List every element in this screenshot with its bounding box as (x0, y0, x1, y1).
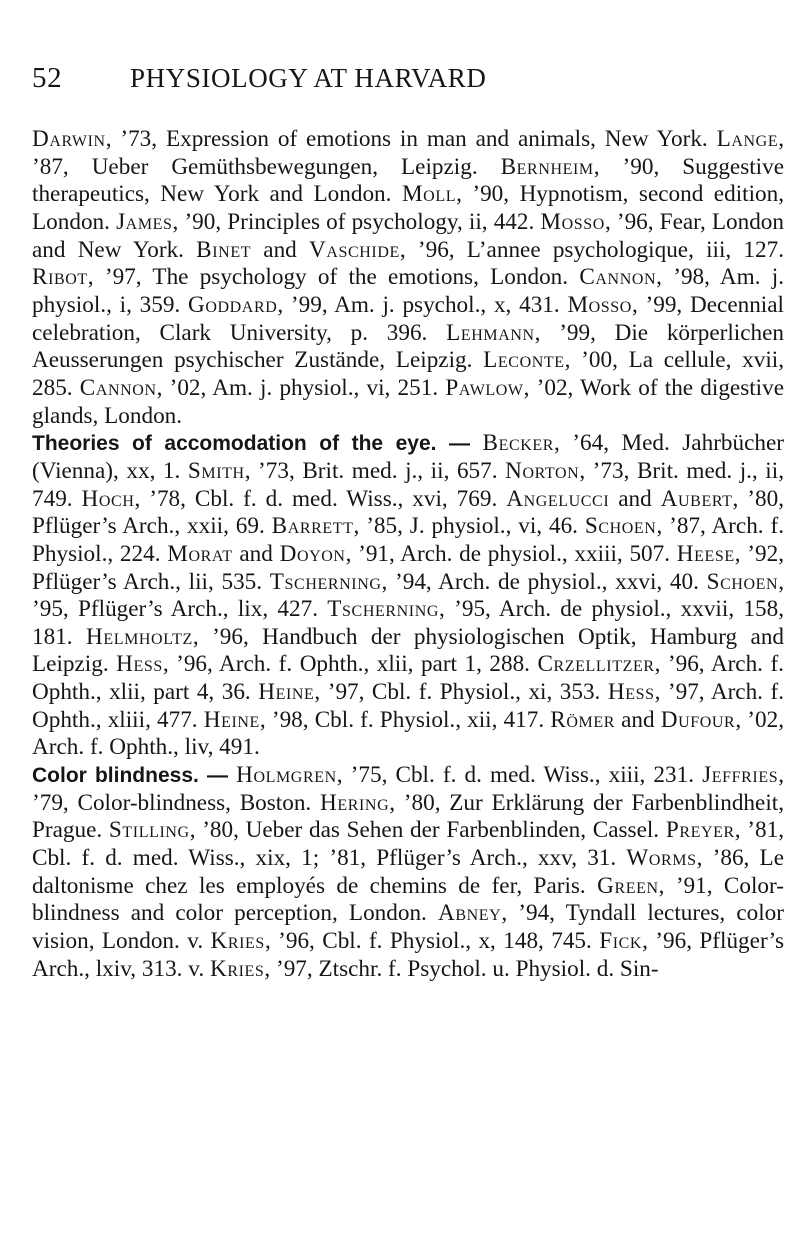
section-heading-accommodation: Theories of accomodation of the eye. — (32, 432, 471, 456)
page-number: 52 (32, 62, 63, 94)
citation-text: , ’73, Brit. med. j., ii, 657. (244, 457, 506, 484)
citation-text: , ’91, Color-blindness and color perception, London. (32, 872, 785, 927)
author-name: Angelucci (506, 485, 610, 512)
citation-text: , ’97, The psychology of the emotions, London. (87, 264, 580, 291)
author-name: Fick (599, 928, 643, 955)
author-name: Römer (550, 706, 615, 733)
citation-text: and (614, 706, 661, 733)
citation-text: , ’97, Cbl. f. Physiol., xi, 353. (314, 679, 608, 706)
citation-text: and (232, 540, 280, 567)
author-name: Vaschide (308, 236, 400, 263)
author-name: Abney (438, 900, 502, 927)
citation-text: , ’99, Decennial celebration, Clark University, p. 396. (32, 291, 784, 346)
author-name: Barrett (271, 513, 354, 540)
citation-text: , ’87, Arch. f. Physiol., 224. (32, 513, 784, 567)
author-name: Cannon (579, 264, 657, 291)
author-name: Lange (716, 126, 779, 152)
author-name: Hoch (81, 485, 135, 512)
citation-text: , ’64, Med. Jahrbücher (Vienna), xx, 1. (32, 430, 784, 484)
citation-text: , ’91, Arch. de physiol., xxiii, 507. (345, 540, 677, 567)
bibliography-body (32, 126, 784, 983)
citation-text: , ’85, J. physiol., vi, 46. (353, 513, 585, 540)
author-name: Stilling (108, 817, 190, 844)
author-name: Ribot (32, 264, 88, 291)
author-name: Crzellitzer (537, 651, 655, 678)
author-name: Bernheim (500, 153, 594, 180)
citation-text: , ’96, Pflüger’s Arch., lxiv, 313. v. (32, 928, 784, 982)
author-name: Heese (676, 540, 735, 567)
author-name: Cannon (79, 374, 157, 401)
citation-text: , ’98, Cbl. f. Physiol., xii, 417. (259, 706, 551, 733)
author-name: Helmholtz (85, 623, 193, 650)
citation-text: , ’99, Am. j. psychol., x, 431. (277, 291, 568, 318)
author-name: Binet (196, 236, 252, 263)
citation-text: , ’02, Arch. f. Ophth., liv, 491. (32, 706, 784, 761)
citation-text: , ’96, Cbl. f. Physiol., x, 148, 745. (264, 928, 600, 955)
citation-text: , ’81, Cbl. f. d. med. Wiss., xix, 1; ’81, Pflüger’s Arch., xxv, 31. (32, 817, 784, 872)
citation-text: , ’95, Arch. de physiol., xxvii, 158, 181. (32, 596, 784, 650)
paragraph-accommodation (32, 430, 784, 762)
citation-text: , ’02, Am. j. physiol., vi, 251. (156, 374, 446, 401)
citation-text: , ’80, Pflüger’s Arch., xxii, 69. (32, 485, 784, 540)
citation-text: and (609, 485, 661, 512)
citation-text: , ’02, Work of the digestive glands, London. (32, 374, 784, 429)
citation-text: , ’94, Tyndall lectures, color vision, London. v. (32, 900, 784, 955)
author-name: Hess (607, 679, 655, 706)
author-name: Preyer (665, 817, 735, 844)
citation-text: , ’75, Cbl. f. d. med. Wiss., xiii, 231. (336, 762, 703, 789)
author-name: Becker (482, 430, 555, 457)
author-name: Mosso (540, 208, 605, 235)
author-name: Morat (167, 540, 233, 567)
citation-text: , ’94, Arch. de physiol., xxvi, 40. (381, 568, 707, 595)
paragraph-emotions (32, 126, 784, 430)
author-name: Worms (626, 845, 697, 872)
author-name: Green (597, 872, 659, 899)
citation-text: , ’96, Handbuch der physiologischen Optik, Hamburg and Leipzig. (32, 623, 785, 678)
citation-text: , ’80, Zur Erklärung der Farbenblindheit, Prague. (32, 789, 784, 844)
citation-text: , ’96, Arch. f. Ophth., xlii, part 4, 36. (32, 651, 784, 706)
page-header (32, 62, 781, 102)
author-name: Leconte (483, 347, 565, 374)
author-name: Kries (210, 928, 265, 955)
section-heading-color-blindness: Color blindness. — (32, 764, 228, 788)
author-name: Tscherning (327, 596, 440, 623)
author-name: Doyon (279, 540, 346, 567)
author-name: Pawlow (445, 374, 524, 401)
citation-text: , ’87, Ueber Gemüthsbewegungen, Leipzig. (32, 126, 784, 180)
citation-text: , ’90, Hypnotism, second edition, London. (32, 181, 784, 235)
author-name: James (116, 208, 173, 235)
citation-text: , ’97, Arch. f. Ophth., xliii, 477. (32, 679, 784, 733)
citation-text: , ’00, La cellule, xvii, 285. (32, 347, 784, 401)
author-name: Hering (320, 789, 390, 816)
author-name: Mosso (567, 291, 632, 318)
author-name: Dufour (660, 706, 736, 733)
author-name: Aubert (660, 485, 733, 512)
running-title: PHYSIOLOGY AT HARVARD (130, 63, 487, 93)
citation-text: , ’99, Die körperlichen Aeusserungen psychischer Zustände, Leipzig. (32, 319, 784, 374)
citation-text: , ’96, Fear, London and New York. (32, 208, 784, 263)
citation-text: , ’90, Suggestive therapeutics, New York and London. (32, 153, 784, 208)
citation-text: , ’96, L’annee psychologique, iii, 127. (399, 236, 784, 263)
citation-text: , ’90, Principles of psychology, ii, 442. (172, 208, 541, 235)
citation-text: , ’79, Color-blindness, Boston. (32, 762, 784, 816)
author-name: Heine (203, 706, 260, 733)
author-name: Norton (505, 457, 580, 484)
author-name: Schoen (706, 568, 779, 595)
citation-text: , ’97, Ztschr. f. Psychol. u. Physiol. d. Sin- (264, 955, 659, 982)
paragraph-color-blindness (32, 762, 784, 983)
author-name: Kries (209, 955, 265, 982)
citation-text: , ’95, Pflüger’s Arch., lix, 427. (32, 568, 784, 623)
citation-text: , ’73, Brit. med. j., ii, 749. (32, 457, 784, 512)
author-name: Tscherning (269, 568, 382, 595)
citation-text: and (251, 236, 309, 263)
citation-text: , ’78, Cbl. f. d. med. Wiss., xvi, 769. (134, 485, 507, 512)
author-name: Smith (187, 457, 245, 484)
author-name: Darwin (32, 126, 106, 152)
citation-text: , ’73, Expression of emotions in man and animals, New York. (105, 126, 717, 152)
author-name: Jeffries (702, 762, 779, 789)
citation-text: , ’92, Pflüger’s Arch., lii, 535. (32, 540, 784, 595)
citation-text: , ’98, Am. j. physiol., i, 359. (32, 264, 784, 318)
author-name: Lehmann (446, 319, 535, 346)
author-name: Hess (116, 651, 163, 678)
citation-text: , ’86, Le daltonisme chez les employés de chemins de fer, Paris. (32, 845, 784, 899)
author-name: Moll (401, 181, 457, 208)
author-name: Holmgren (236, 762, 337, 789)
citation-text: , ’80, Ueber das Sehen der Farbenblinden, Cassel. (189, 817, 666, 844)
citation-text: , ’96, Arch. f. Ophth., xlii, part 1, 288. (162, 651, 538, 678)
author-name: Goddard (187, 291, 278, 318)
author-name: Heine (258, 679, 315, 706)
author-name: Schoen (584, 513, 657, 540)
